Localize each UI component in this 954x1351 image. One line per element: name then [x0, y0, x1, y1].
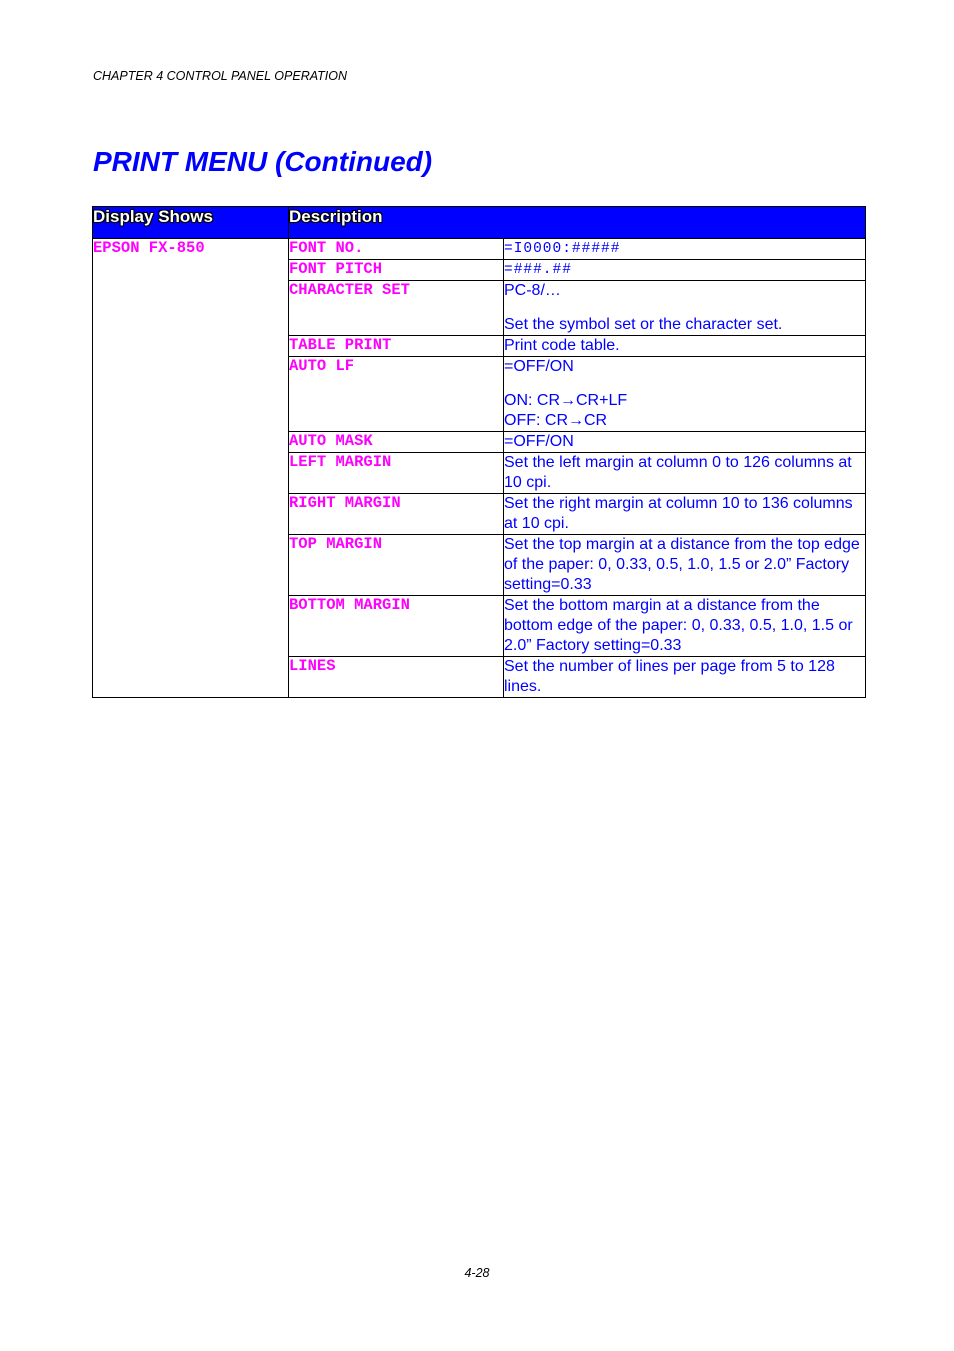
paragraph-gap	[504, 377, 865, 391]
menu-item-description	[504, 357, 866, 432]
description-line: OFF: CR→CR	[504, 412, 608, 429]
menu-item-name: TABLE PRINT	[289, 336, 504, 357]
running-head: CHAPTER 4 CONTROL PANEL OPERATION	[93, 69, 347, 83]
page-number: 4-28	[464, 1266, 490, 1280]
menu-item-description	[504, 239, 866, 260]
table-header-row	[93, 207, 866, 239]
description-line: =OFF/ON	[504, 358, 574, 375]
menu-item-name: BOTTOM MARGIN	[289, 596, 504, 657]
menu-item-name: TOP MARGIN	[289, 535, 504, 596]
description-line: Print code table.	[504, 337, 620, 354]
description-line: ON: CR→CR+LF	[504, 392, 628, 409]
menu-item-name: RIGHT MARGIN	[289, 494, 504, 535]
menu-item-description	[504, 260, 866, 281]
menu-item-description	[504, 535, 866, 596]
menu-item-description	[504, 657, 866, 698]
paragraph-gap	[504, 301, 865, 315]
menu-item-description	[504, 281, 866, 336]
menu-item-name: LINES	[289, 657, 504, 698]
description-line: =###.##	[504, 262, 572, 278]
menu-item-name: FONT PITCH	[289, 260, 504, 281]
description-line: Set the symbol set or the character set.	[504, 316, 783, 333]
menu-item-name: CHARACTER SET	[289, 281, 504, 336]
menu-item-name: AUTO MASK	[289, 432, 504, 453]
menu-item-name: LEFT MARGIN	[289, 453, 504, 494]
menu-item-description	[504, 596, 866, 657]
table-row	[93, 239, 866, 260]
menu-item-description	[504, 494, 866, 535]
description-line: Set the number of lines per page from 5 to 128 lines.	[504, 658, 835, 695]
description-line: PC-8/…	[504, 282, 561, 299]
menu-item-name: FONT NO.	[289, 239, 504, 260]
description-line: =OFF/ON	[504, 433, 574, 450]
menu-item-description	[504, 453, 866, 494]
print-menu-table	[92, 206, 866, 698]
description-line: Set the top margin at a distance from the top edge of the paper: 0, 0.33, 0.5, 1.0, 1.5 or 2.0” Factory setting=0.33	[504, 536, 860, 593]
description-line: Set the right margin at column 10 to 136 columns at 10 cpi.	[504, 495, 853, 532]
display-shows-cell: EPSON FX-850	[93, 239, 289, 698]
description-line: =I0000:#####	[504, 241, 621, 257]
menu-item-name: AUTO LF	[289, 357, 504, 432]
description-line: Set the bottom margin at a distance from the bottom edge of the paper: 0, 0.33, 0.5, 1.0, 1.5 or 2.0” Factory setting=0.33	[504, 597, 853, 654]
menu-item-description	[504, 336, 866, 357]
description-line: Set the left margin at column 0 to 126 columns at 10 cpi.	[504, 454, 852, 491]
page-title: PRINT MENU (Continued)	[93, 146, 433, 177]
column-header-description: Description	[289, 207, 866, 239]
menu-item-description	[504, 432, 866, 453]
column-header-display-shows: Display Shows	[93, 207, 289, 239]
